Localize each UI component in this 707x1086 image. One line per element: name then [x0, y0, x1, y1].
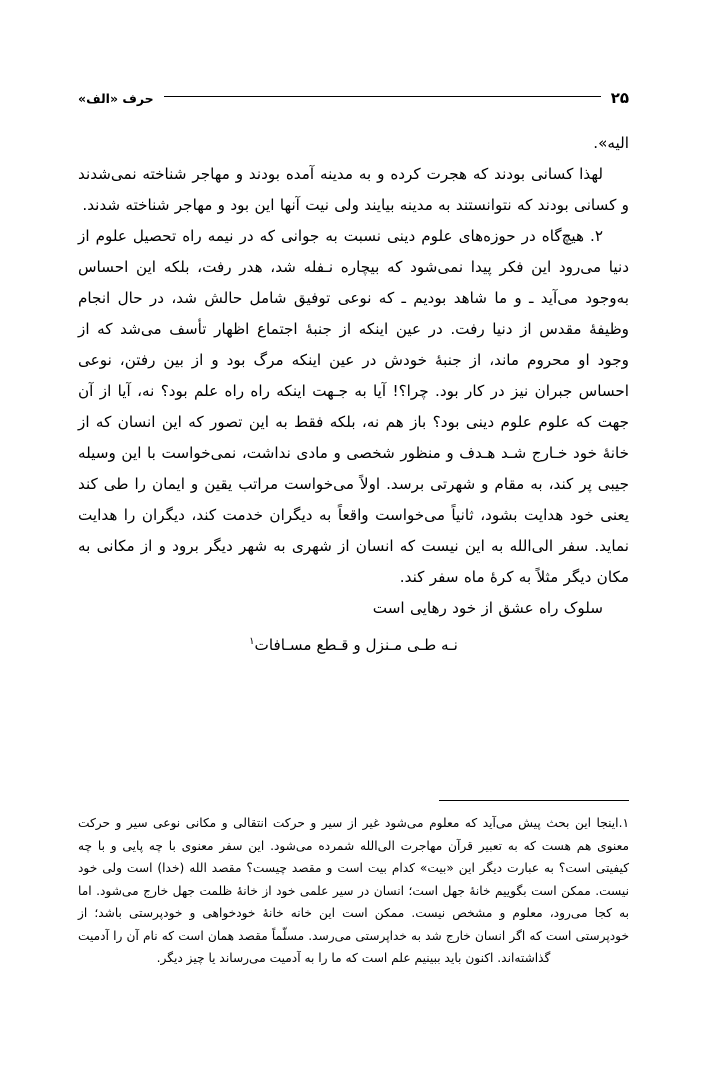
paragraph: لهذا کسانی بودند که هجرت کرده و به مدینه آمده بودند و مهاجر شناخته نمی‌شدند و کسانی بودند که نتوانستند به مدینه بیایند ولی نیت آنها این بود و مهاجر شناخته شدند. — [78, 165, 629, 214]
body-text — [78, 128, 629, 661]
footnote-text: اینجا این بحث پیش می‌آید که معلوم می‌شود غیر از سیر و حرکت انتقالی و مکانی نوعی سیر و حرکت معنوی هم هست که به تعبیر قرآن مهاجرت الی‌الله شمرده می‌شود. این سفر معنوی با چه پایی و با چه کیفیتی است؟ به عبارت دیگر این «بیت» کدام بیت است و مقصد چیست؟ مقصد الله (خدا) است ولی خود نیست. ممکن است بگوییم خانهٔ جهل است؛ انسان در سیر علمی خود از خانهٔ ظلمت جهل خارج می‌شود. اما به کجا می‌رود، معلوم و مشخص نیست. ممکن است این خانه خانهٔ خودخواهی و خودپرستی باشد؛ از خودپرستی است که اگر انسان خارج شد به خداپرستی می‌رسد. مسلّماً مقصد همان است که نام آن را آدمیت گذاشته‌اند. اکنون باید ببینیم علم است که ما را به آدمیت می‌رساند یا چیز دیگر. — [78, 816, 629, 965]
footnote-divider — [439, 800, 629, 801]
page-number: ۲۵ — [610, 89, 629, 107]
paragraph: سلوک راه عشق از خود رهایی است — [372, 599, 603, 617]
footnote-reference: ۱ — [249, 636, 255, 647]
footnote — [78, 812, 629, 970]
verse-text: نـه طـی مـنزل و قـطع مسـافات — [254, 636, 458, 655]
footnote-body — [78, 812, 629, 970]
chapter-title: حرف «الف» — [78, 90, 154, 106]
page-header — [78, 86, 629, 110]
paragraph: الیه». — [593, 134, 629, 152]
footnote-marker: ۱. — [618, 816, 629, 830]
verse-line — [78, 626, 629, 661]
paragraph: ۲. هیچ‌گاه در حوزه‌های علوم دینی نسبت به جوانی که در نیمه راه تحصیل علوم از دنیا می‌رود این فکر پیدا نمی‌شود که بیچاره نـفله شد، هدر رفت، بلکه این احساس به‌وجود می‌آید ـ و ما شاهد بودیم ـ که نوعی توفیق شامل حالش شد، در حال انجام وظیفهٔ مقدس از دنیا رفت. در عین اینکه از جنبهٔ اجتماع اظهار تأسف می‌شد که از وجود او محروم ماند، از جنبهٔ خودش در عین اینکه مرگ بود و از بین رفتن، نوعی احساس جبران نیز در کار بود. چرا؟! آیا به جـهت اینکه راه راه علم بود؟ نه، آیا از آن جهت که علوم علوم دینی بود؟ باز هم نه، بلکه فقط به این تصور که این انسان که از خانهٔ خود خـارج شـد هـدف و منظور شخصی و مادی نداشت، نمی‌خواست با این وسیله جیبی پر کند، به مقام و شهرتی برسد. اولاً می‌خواست مراتب یقین و ایمان را طی کند یعنی خود هدایت بشود، ثانیاً می‌خواست واقعاً به دیگران خدمت کند، دیگران را هدایت نماید. سفر الی‌الله به این نیست که انسان از شهری به شهر دیگر برود و از مکانی به مکان دیگر مثلاً به کرهٔ ماه سفر کند. — [78, 227, 629, 586]
header-divider — [164, 96, 601, 97]
